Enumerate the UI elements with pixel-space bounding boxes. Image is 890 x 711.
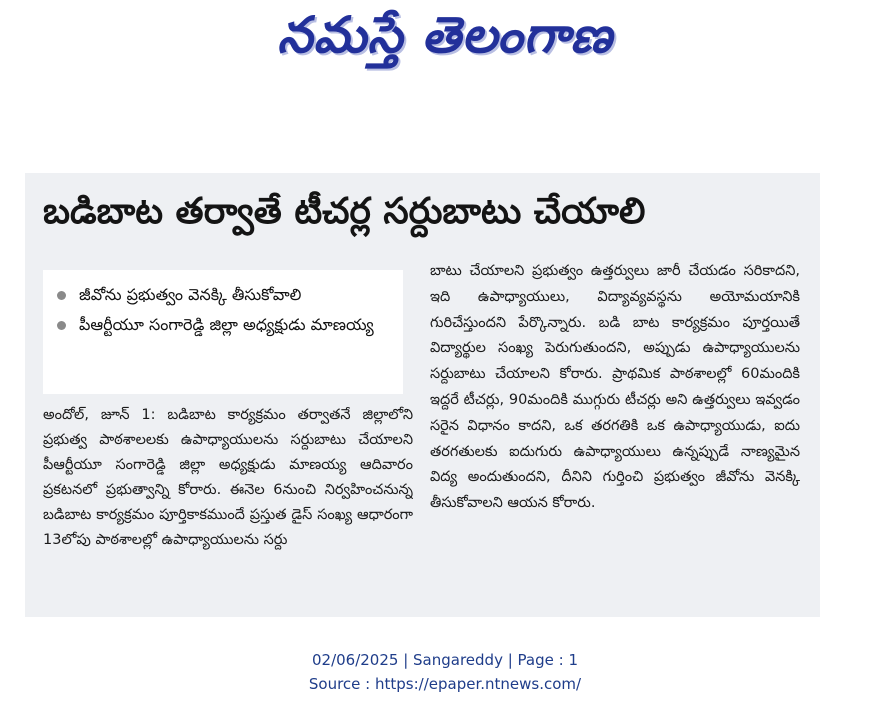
highlight-item [57,280,393,310]
bullet-icon [57,321,66,330]
highlights-box [43,270,403,394]
highlight-item [57,310,393,340]
news-clipping [25,173,820,617]
article-body-left-column: అందోల్, జూన్ 1: బడిబాట కార్యక్రమం తర్వాతనే జిల్లాలోని ప్రభుత్వ పాఠశాలలకు ఉపాధ్యాయులను సర్దుబాటు చేయాలని పీఆర్టీయూ సంగారెడ్డి జిల్లా అధ్యక్షుడు మాణయ్య ఆదివారం ప్రకటనలో ప్రభుత్వాన్ని కోరారు. ఈనెల 6నుంచి నిర్వహించనున్న బడిబాట కార్యక్రమం పూర్తికాకముందే ప్రస్తుత డైస్ సంఖ్య ఆధారంగా 13లోపు పాఠశాలల్లో ఉపాధ్యాయులను సర్దు [43,407,413,548]
edition-info: 02/06/2025 | Sangareddy | Page : 1 [311,651,578,669]
masthead [0,0,890,80]
article-headline: బడిబాట తర్వాతే టీచర్ల సర్దుబాటు చేయాలి [43,191,646,232]
article-body-right-column: బాటు చేయాలని ప్రభుత్వం ఉత్తర్వులు జారీ చేయడం సరికాదని, ఇది ఉపాధ్యాయులు, విద్యావ్యవస్థను అయోమయానికి గురిచేస్తుందని పేర్కొన్నారు. బడి బాట కార్యక్రమం పూర్తయితే విద్యార్థుల సంఖ్య పెరుగుతుందని, అప్పుడు ఉపాధ్యాయులను సర్దుబాటు చేయాలని కోరారు. ప్రాథమిక పాఠశాలల్లో 60మందికి ఇద్దరే టీచర్లు, 90మందికి ముగ్గురు టీచర్లు అని ఉత్తర్వులు ఇవ్వడం సరైన విధానం కాదని, ఒక తరగతికి ఒక ఉపాధ్యాయుడు, ఐదు తరగతులకు ఐదుగురు ఉపాధ్యాయులు ఉన్నప్పుడే నాణ్యమైన విద్య అందుతుందని, దీనిని గుర్తించి ప్రభుత్వం జీవోను వెనక్కి తీసుకోవాలని ఆయన కోరారు. [430,263,800,512]
bullet-icon [57,291,66,300]
highlight-text: జీవోను ప్రభుత్వం వెనక్కి తీసుకోవాలి [79,285,302,304]
page-footer [0,648,890,696]
source-link[interactable]: Source : https://epaper.ntnews.com/ [308,675,582,693]
newspaper-logo: నమస్తే తెలంగాణ [277,6,613,64]
highlight-text: పీఆర్టీయూ సంగారెడ్డి జిల్లా అధ్యక్షుడు మాణయ్య [79,315,374,334]
